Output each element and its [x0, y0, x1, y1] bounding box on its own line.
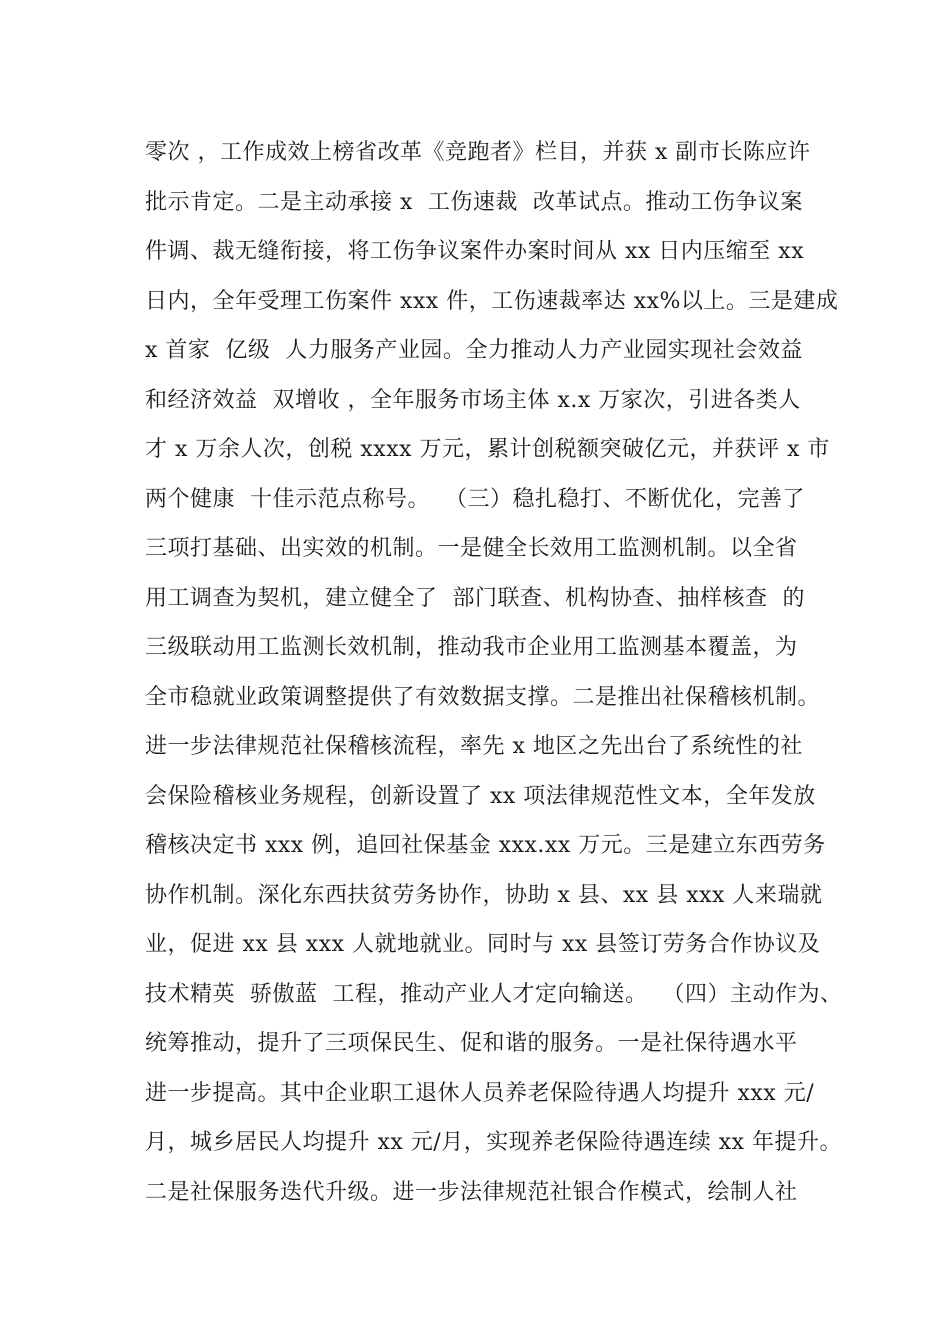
text-line: 二是社保服务迭代升级。进一步法律规范社银合作模式，绘制人社	[145, 1179, 798, 1205]
text-line: 批示肯定。二是主动承接 x 工伤速裁 改革试点。推动工伤争议案	[145, 189, 803, 215]
text-line: 和经济效益 双增收 ，全年服务市场主体 x.x 万家次，引进各类人	[145, 387, 801, 413]
text-line: 全市稳就业政策调整提供了有效数据支撑。二是推出社保稽核机制。	[145, 684, 821, 710]
text-line: 协作机制。深化东西扶贫劳务协作，协助 x 县、xx 县 xxx 人来瑞就	[145, 882, 823, 908]
text-line: 会保险稽核业务规程，创新设置了 xx 项法律规范性文本，全年发放	[145, 783, 816, 809]
text-line: 进一步提高。其中企业职工退休人员养老保险待遇人均提升 xxx 元/	[145, 1080, 815, 1106]
text-line: 日内，全年受理工伤案件 xxx 件，工伤速裁率达 xx%以上。三是建成	[145, 288, 839, 314]
text-line: 三项打基础、出实效的机制。一是健全长效用工监测机制。以全省	[145, 536, 798, 561]
text-line: 才 x 万余人次，创税 xxxx 万元，累计创税额突破亿元，并获评 x 市	[145, 437, 830, 462]
body-text	[145, 133, 845, 1222]
text-line: 月，城乡居民人均提升 xx 元/月，实现养老保险待遇连续 xx 年提升。	[145, 1130, 843, 1155]
text-line: 用工调查为契机，建立健全了 部门联查、机构协查、抽样核查 的	[145, 585, 805, 611]
text-line: 三级联动用工监测长效机制，推动我市企业用工监测基本覆盖，为	[145, 635, 798, 660]
text-line: 技术精英 骄傲蓝 工程，推动产业人才定向输送。 （四）主动作为、	[145, 981, 843, 1007]
text-line: 统筹推动，提升了三项保民生、促和谐的服务。一是社保待遇水平	[145, 1031, 798, 1056]
text-line: 业，促进 xx 县 xxx 人就地就业。同时与 xx 县签订劳务合作协议及	[145, 932, 821, 957]
text-line: 件调、裁无缝衔接，将工伤争议案件办案时间从 xx 日内压缩至 xx	[145, 239, 805, 264]
text-line: 稽核决定书 xxx 例，追回社保基金 xxx.xx 万元。三是建立东西劳务	[145, 833, 826, 858]
text-line: x 首家 亿级 人力服务产业园。全力推动人力产业园实现社会效益	[145, 338, 803, 363]
text-line: 零次 ，工作成效上榜省改革《竞跑者》栏目，并获 x 副市长陈应许	[145, 140, 811, 165]
text-line: 进一步法律规范社保稽核流程，率先 x 地区之先出台了系统性的社	[145, 734, 803, 759]
text-line: 两个健康 十佳示范点称号。 （三）稳扎稳打、不断优化，完善了	[145, 486, 805, 512]
